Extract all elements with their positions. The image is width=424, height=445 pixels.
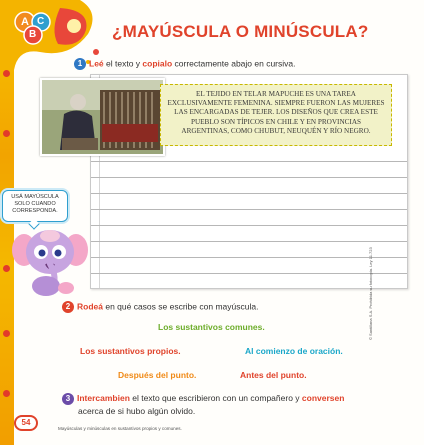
- tip-line: SOLO CUANDO: [14, 201, 56, 207]
- tip-line: USÁ MAYÚSCULA: [11, 194, 59, 200]
- option-sentence-start[interactable]: Al comienzo de oración.: [245, 346, 343, 356]
- instruction-verb: copialo: [142, 58, 173, 69]
- decor-dot: [3, 330, 10, 337]
- activity-number: 2: [62, 301, 74, 313]
- loom-image: [42, 80, 165, 156]
- weaver-photo: [40, 78, 165, 156]
- writing-line: [91, 161, 407, 162]
- writing-line: [91, 177, 407, 178]
- writing-line: [91, 225, 407, 226]
- abc-icon: [14, 10, 54, 46]
- activity-number: 1: [74, 58, 86, 70]
- instruction-verb: Leé: [89, 58, 104, 69]
- instruction-text: correctamente abajo en cursiva.: [172, 58, 296, 69]
- option-proper-nouns[interactable]: Los sustantivos propios.: [80, 346, 181, 356]
- writing-line: [91, 241, 407, 242]
- badge-letter-a: A: [21, 16, 29, 28]
- instruction-text: el texto y: [103, 58, 143, 69]
- instruction-text: el texto que escribieron con un compañero y: [129, 393, 302, 403]
- instruction-verb: Rodeá: [77, 301, 103, 312]
- instruction-text: en qué casos se escribe con mayúscula.: [102, 301, 259, 312]
- decor-dot: [3, 390, 10, 397]
- mascot-character-icon: [10, 222, 90, 300]
- page-title: ¿MAYÚSCULA O MINÚSCULA?: [112, 22, 369, 41]
- passage-text: EL TEJIDO EN TELAR MAPUCHE ES UNA TAREA EXCLUSIVAMENTE FEMENINA. SIEMPRE FUERON LAS MUJERES LAS ENCARGADAS DE TEJER. LOS DISEÑOS QUE CREA ESTE PUEBLO SON TÍPICOS EN CHILE Y EN PROVINCIAS ARGENTINAS, COMO CHUBUT, NEUQUÉN Y RÍO NEGRO.: [167, 90, 385, 135]
- instruction-verb: Intercambien: [77, 393, 130, 403]
- activity-number: 3: [62, 393, 74, 405]
- instruction-verb: conversen: [301, 393, 345, 403]
- writing-line: [91, 209, 407, 210]
- mascot-speech-bubble: [2, 190, 68, 222]
- decor-dot: [3, 70, 10, 77]
- badge-letter-b: B: [29, 29, 37, 40]
- activity-1-instruction: [74, 58, 295, 70]
- page-number: 54: [14, 415, 38, 431]
- decor-dot: [3, 265, 10, 272]
- writing-line: [91, 273, 407, 274]
- decor-dot: [3, 130, 10, 137]
- option-before-period[interactable]: Antes del punto.: [240, 370, 307, 380]
- activity-2-instruction: [62, 301, 258, 313]
- copyright-note: © Santillana S.A. Prohibida su fotocopia. Ley 11.723: [368, 247, 373, 340]
- writing-line: [91, 257, 407, 258]
- option-common-nouns[interactable]: Los sustantivos comunes.: [158, 322, 265, 332]
- tip-line: CORRESPONDA.: [12, 208, 58, 214]
- badge-letter-c: C: [37, 16, 45, 27]
- writing-line: [91, 193, 407, 194]
- footer-caption: Mayúsculas y minúsculas en sustantivos propios y comunes.: [58, 426, 182, 431]
- instruction-text: acerca de si hubo algún olvido.: [78, 405, 196, 416]
- option-after-period[interactable]: Después del punto.: [118, 370, 197, 380]
- passage-box: [160, 84, 392, 146]
- activity-3-instruction: [62, 392, 402, 417]
